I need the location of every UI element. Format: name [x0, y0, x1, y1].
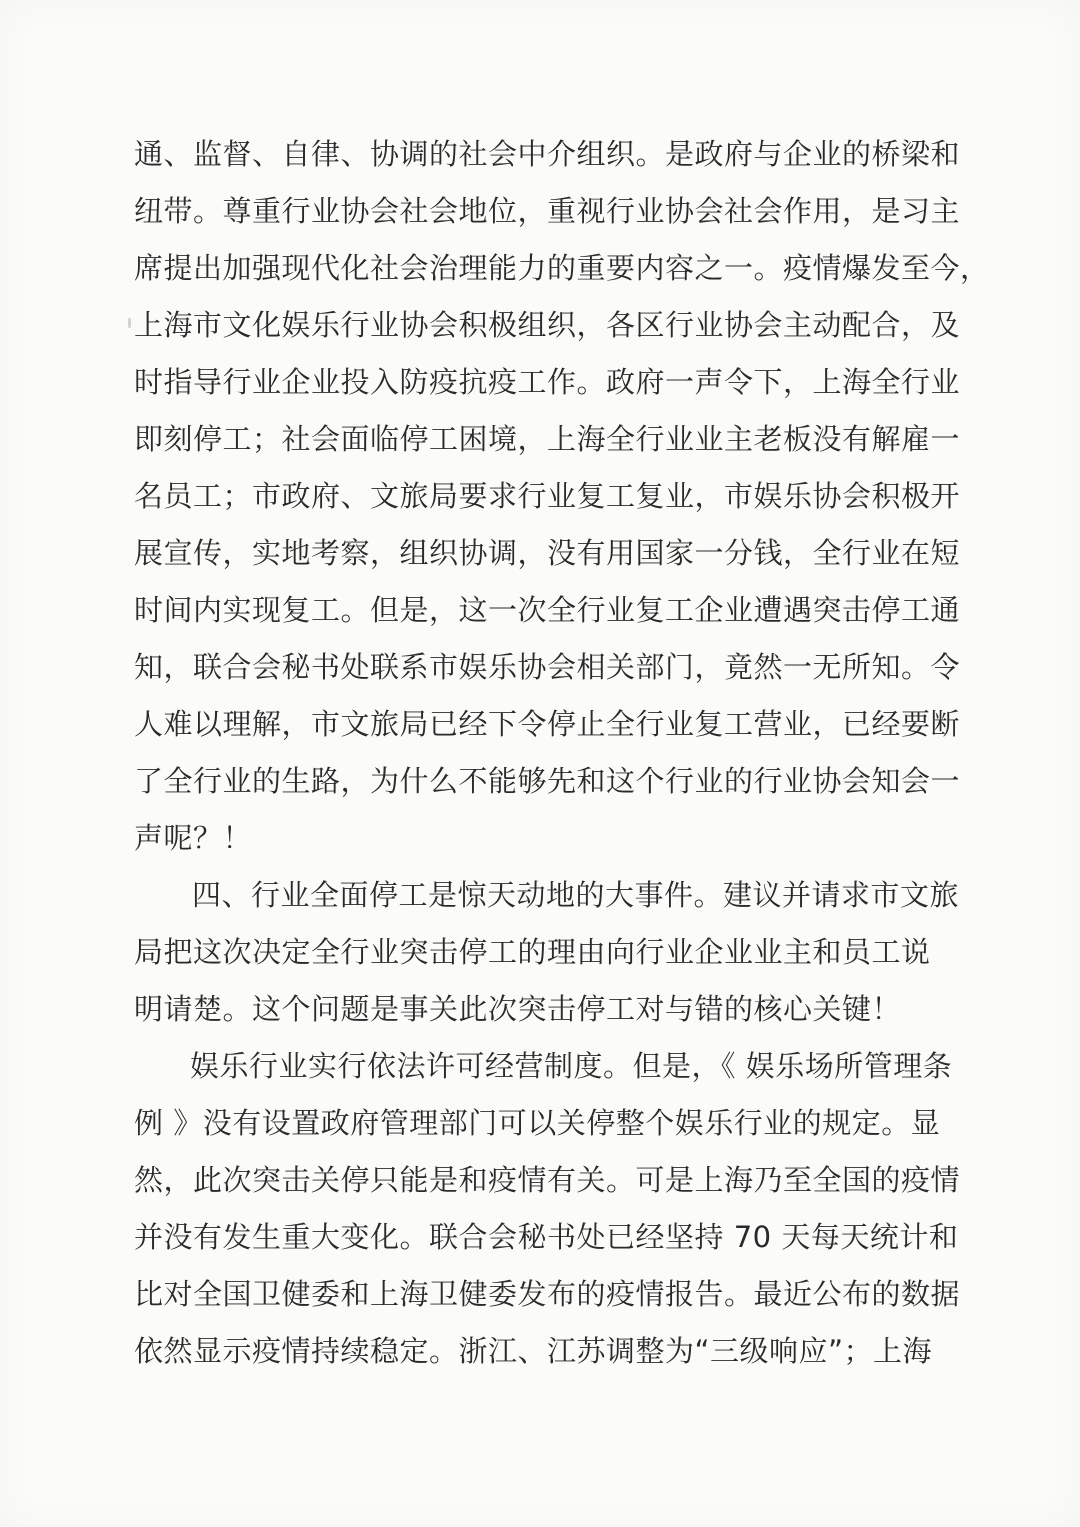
text-line: 四、行业全面停工是惊天动地的大事件。建议并请求市文旅	[192, 878, 960, 912]
text-line: 娱乐行业实行依法许可经营制度。但是，《 娱乐场所管理条	[190, 1049, 953, 1083]
text-line: 人难以理解，市文旅局已经下令停止全行业复工营业，已经要断	[134, 707, 961, 741]
text-line: 了全行业的生路，为什么不能够先和这个行业的行业协会知会一	[134, 764, 961, 798]
text-line: 即刻停工；社会面临停工困境，上海全行业业主老板没有解雇一	[134, 422, 961, 456]
text-line: 然，此次突击关停只能是和疫情有关。可是上海乃至全国的疫情	[134, 1163, 961, 1197]
text-line: 展宣传，实地考察，组织协调，没有用国家一分钱，全行业在短	[134, 536, 961, 570]
text-line: 依然显示疫情持续稳定。浙江、江苏调整为“三级响应”；上海	[134, 1334, 933, 1368]
text-line: 上海市文化娱乐行业协会积极组织，各区行业协会主动配合，及	[134, 308, 961, 342]
text-line: 通、监督、自律、协调的社会中介组织。是政府与企业的桥梁和	[134, 137, 961, 171]
text-line: 知，联合会秘书处联系市娱乐协会相关部门，竟然一无所知。令	[134, 650, 961, 684]
scan-speck	[128, 318, 131, 328]
text-line: 比对全国卫健委和上海卫健委发布的疫情报告。最近公布的数据	[134, 1277, 961, 1311]
document-body	[134, 126, 990, 1380]
text-line: 明请楚。这个问题是事关此次突击停工对与错的核心关键！	[134, 992, 902, 1026]
text-line: 时指导行业企业投入防疫抗疫工作。政府一声令下，上海全行业	[134, 365, 961, 399]
text-line: 并没有发生重大变化。联合会秘书处已经坚持 70 天每天统计和	[134, 1220, 959, 1254]
text-line: 席提出加强现代化社会治理能力的重要内容之一。疫情爆发至今，	[134, 251, 990, 285]
text-line: 名员工；市政府、文旅局要求行业复工复业，市娱乐协会积极开	[134, 479, 961, 513]
text-line: 纽带。尊重行业协会社会地位，重视行业协会社会作用，是习主	[134, 194, 961, 228]
text-line: 时间内实现复工。但是，这一次全行业复工企业遭遇突击停工通	[134, 593, 961, 627]
paragraph-section-four	[134, 867, 960, 1038]
paragraph-association-role	[134, 126, 990, 867]
paragraph-licensing	[134, 1038, 961, 1380]
text-line: 例 》没有设置政府管理部门可以关停整个娱乐行业的规定。显	[134, 1106, 941, 1140]
text-line: 局把这次决定全行业突击停工的理由向行业企业业主和员工说	[134, 935, 931, 969]
text-line: 声呢？！	[134, 821, 253, 855]
